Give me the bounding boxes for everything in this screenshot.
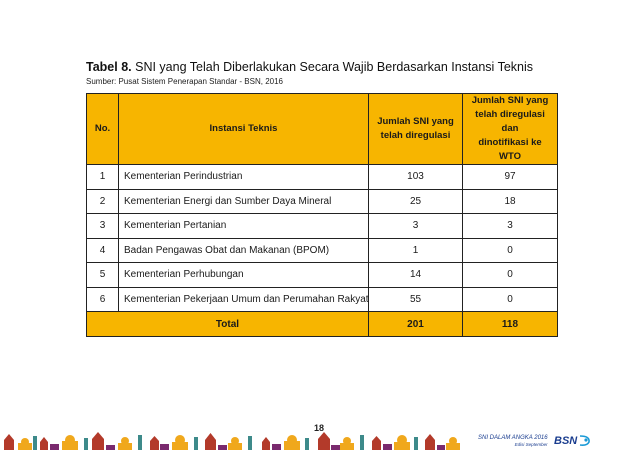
row-name: Badan Pengawas Obat dan Makanan (BPOM) (119, 238, 369, 263)
caption-title: SNI yang Telah Diberlakukan Secara Wajib Berdasarkan Instansi Teknis (135, 60, 534, 74)
row-regulated: 1 (369, 238, 463, 263)
row-wto: 3 (463, 214, 558, 239)
bsn-logo-text: BSN (554, 435, 578, 447)
header-row (87, 94, 558, 165)
header-instansi: Instansi Teknis (119, 94, 369, 165)
footer-brand (478, 435, 548, 448)
row-wto: 97 (463, 165, 558, 190)
bsn-logo (553, 433, 593, 447)
header-regulated (369, 94, 463, 165)
row-name: Kementerian Pekerjaan Umum dan Perumahan Rakyat (119, 287, 369, 312)
total-row (87, 312, 558, 337)
header-regulated-line2: telah diregulasi (380, 130, 451, 141)
table-row (87, 263, 558, 288)
row-no: 6 (87, 287, 119, 312)
row-name: Kementerian Pertanian (119, 214, 369, 239)
table-row (87, 189, 558, 214)
row-name: Kementerian Perhubungan (119, 263, 369, 288)
table-caption (86, 60, 533, 74)
table-row (87, 165, 558, 190)
row-no: 3 (87, 214, 119, 239)
row-wto: 0 (463, 238, 558, 263)
row-no: 2 (87, 189, 119, 214)
row-regulated: 103 (369, 165, 463, 190)
table-row (87, 214, 558, 239)
row-regulated: 14 (369, 263, 463, 288)
caption-label: Tabel 8. (86, 60, 132, 74)
source-note: Sumber: Pusat Sistem Penerapan Standar - BSN, 2016 (86, 77, 283, 86)
brand-title: SNI DALAM ANGKA 2016 (478, 435, 548, 441)
header-regulated-line1: Jumlah SNI yang (377, 116, 454, 127)
page-number: 18 (313, 423, 324, 433)
row-no: 5 (87, 263, 119, 288)
sni-table (86, 93, 558, 337)
row-no: 4 (87, 238, 119, 263)
row-regulated: 25 (369, 189, 463, 214)
decorative-skyline-illustration (0, 428, 470, 450)
total-label: Total (87, 312, 369, 337)
row-wto: 18 (463, 189, 558, 214)
row-no: 1 (87, 165, 119, 190)
row-wto: 0 (463, 263, 558, 288)
table-row (87, 238, 558, 263)
table-row (87, 287, 558, 312)
header-no: No. (87, 94, 119, 165)
header-wto-line1: Jumlah SNI yang (471, 95, 549, 106)
row-wto: 0 (463, 287, 558, 312)
row-name: Kementerian Energi dan Sumber Daya Mineral (119, 189, 369, 214)
brand-edition: Edisi September (514, 441, 548, 447)
row-name: Kementerian Perindustrian (119, 165, 369, 190)
row-regulated: 55 (369, 287, 463, 312)
total-regulated: 201 (369, 312, 463, 337)
header-wto-line2: telah diregulasi dan (475, 109, 545, 134)
header-wto-line3: dinotifikasi ke WTO (478, 137, 542, 162)
row-regulated: 3 (369, 214, 463, 239)
total-wto: 118 (463, 312, 558, 337)
header-wto (463, 94, 558, 165)
